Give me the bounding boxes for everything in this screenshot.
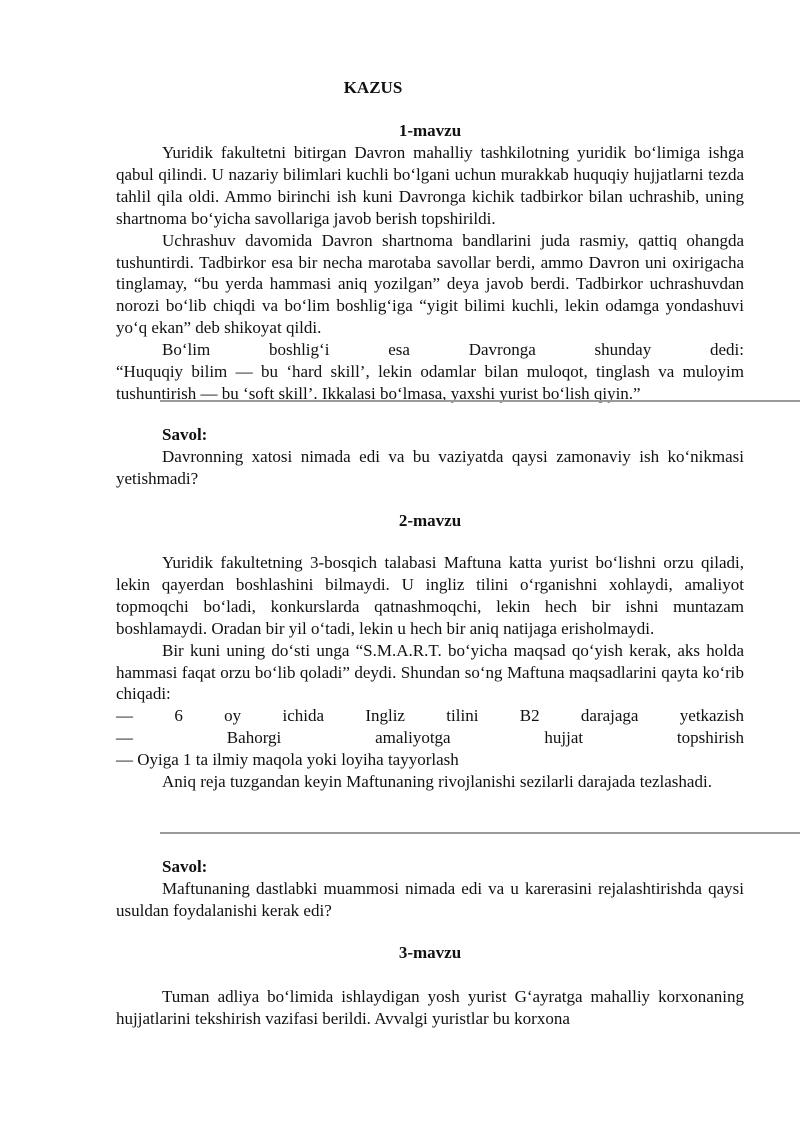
topic-3-body: [116, 986, 744, 1030]
topic-1-paragraph: Bo‘lim boshlig‘i esa Davronga shunday dedi:: [162, 340, 744, 360]
goal-item: — Oyiga 1 ta ilmiy maqola yoki loyiha tayyorlash: [116, 750, 459, 770]
question-text: Davronning xatosi nimada edi va bu vaziyatda qaysi zamonaviy ish ko‘nikmasi yetishmadi?: [116, 446, 744, 488]
question-label: Savol:: [162, 425, 208, 444]
topic-1-paragraph: Yuridik fakultetni bitirgan Davron mahalliy tashkilotning yuridik bo‘limiga ishga qabul qilindi. U nazariy bilimlari kuchli bo‘lgani uchun murakkab huquqiy hujjatlarni tezda tahlil qila oldi. Ammo birinchi ish kuni Davronga kichik tadbirkor bilan uchrashib, uning shartnoma bo‘yicha savollariga javob berish topshirildi.: [116, 143, 744, 228]
separator-line: [160, 832, 800, 834]
topic-1-question-block: [116, 424, 744, 490]
question-text: Maftunaning dastlabki muammosi nimada edi va u karerasini rejalashtirishda qaysi usuldan foydalanishi kerak edi?: [116, 878, 744, 920]
topic-2-paragraph: Yuridik fakultetning 3-bosqich talabasi Maftuna katta yurist bo‘lishni orzu qiladi, lekin qayerdan boshlashini bilmaydi. U ingliz tilini o‘rganishni xohlaydi, amaliyot topmoqchi bo‘ladi, konkurslarda qatnashmoqchi, lekin hech bir ishni muntazam boshlamaydi. Oradan bir yil o‘tadi, lekin u hech bir aniq natijaga erisholmaydi.: [116, 553, 744, 638]
topic-3-paragraph: Tuman adliya bo‘limida ishlaydigan yosh yurist G‘ayratga mahalliy korxonaning hujjatlarini tekshirish vazifasi berildi. Avvalgi yuristlar bu korxona: [116, 987, 744, 1028]
goal-item: — 6 oy ichida Ingliz tilini B2 darajaga yetkazish: [116, 706, 744, 726]
topic-2-paragraph: Bir kuni uning do‘sti unga “S.M.A.R.T. bo‘yicha maqsad qo‘yish kerak, aks holda hammasi faqat orzu bo‘lib qoladi” deydi. Shundan so‘ng Maftuna maqsadlarini qayta ko‘rib chiqadi:: [116, 640, 744, 704]
topic-3-heading: 3-mavzu: [398, 943, 462, 962]
topic-2-question-block: [116, 856, 744, 922]
topic-1-quote: “Huquqiy bilim — bu ‘hard skill’, lekin odamlar bilan muloqot, tinglash va muloyim tushuntirish — bu ‘soft skill’. Ikkalasi bo‘lmasa, yaxshi yurist bo‘lish qiyin.”: [116, 362, 744, 403]
topic-1-body: [116, 142, 744, 405]
topic-2-heading: 2-mavzu: [398, 511, 462, 530]
question-label: Savol:: [162, 857, 208, 876]
topic-2-body: [116, 552, 744, 793]
separator-line: [160, 400, 800, 402]
topic-1-paragraph: Uchrashuv davomida Davron shartnoma bandlarini juda rasmiy, qattiq ohangda tushuntirdi. Tadbirkor esa bir necha marotaba savollar berdi, ammo Davron uni oxirigacha tinglamay, “bu yerda hammasi aniq yozilgan” deya javob berdi. Tadbirkor uchrashuvdan norozi bo‘lib chiqdi va bo‘lim boshlig‘iga “yigit bilimi kuchli, lekin odamga yondashuvi yo‘q ekan” deb shikoyat qildi.: [116, 230, 744, 338]
goal-item: — Bahorgi amaliyotga hujjat topshirish: [116, 728, 744, 748]
document-title: KAZUS: [343, 78, 403, 97]
topic-2-paragraph: Aniq reja tuzgandan keyin Maftunaning rivojlanishi sezilarli darajada tezlashadi.: [162, 772, 712, 792]
topic-1-heading: 1-mavzu: [398, 121, 462, 140]
